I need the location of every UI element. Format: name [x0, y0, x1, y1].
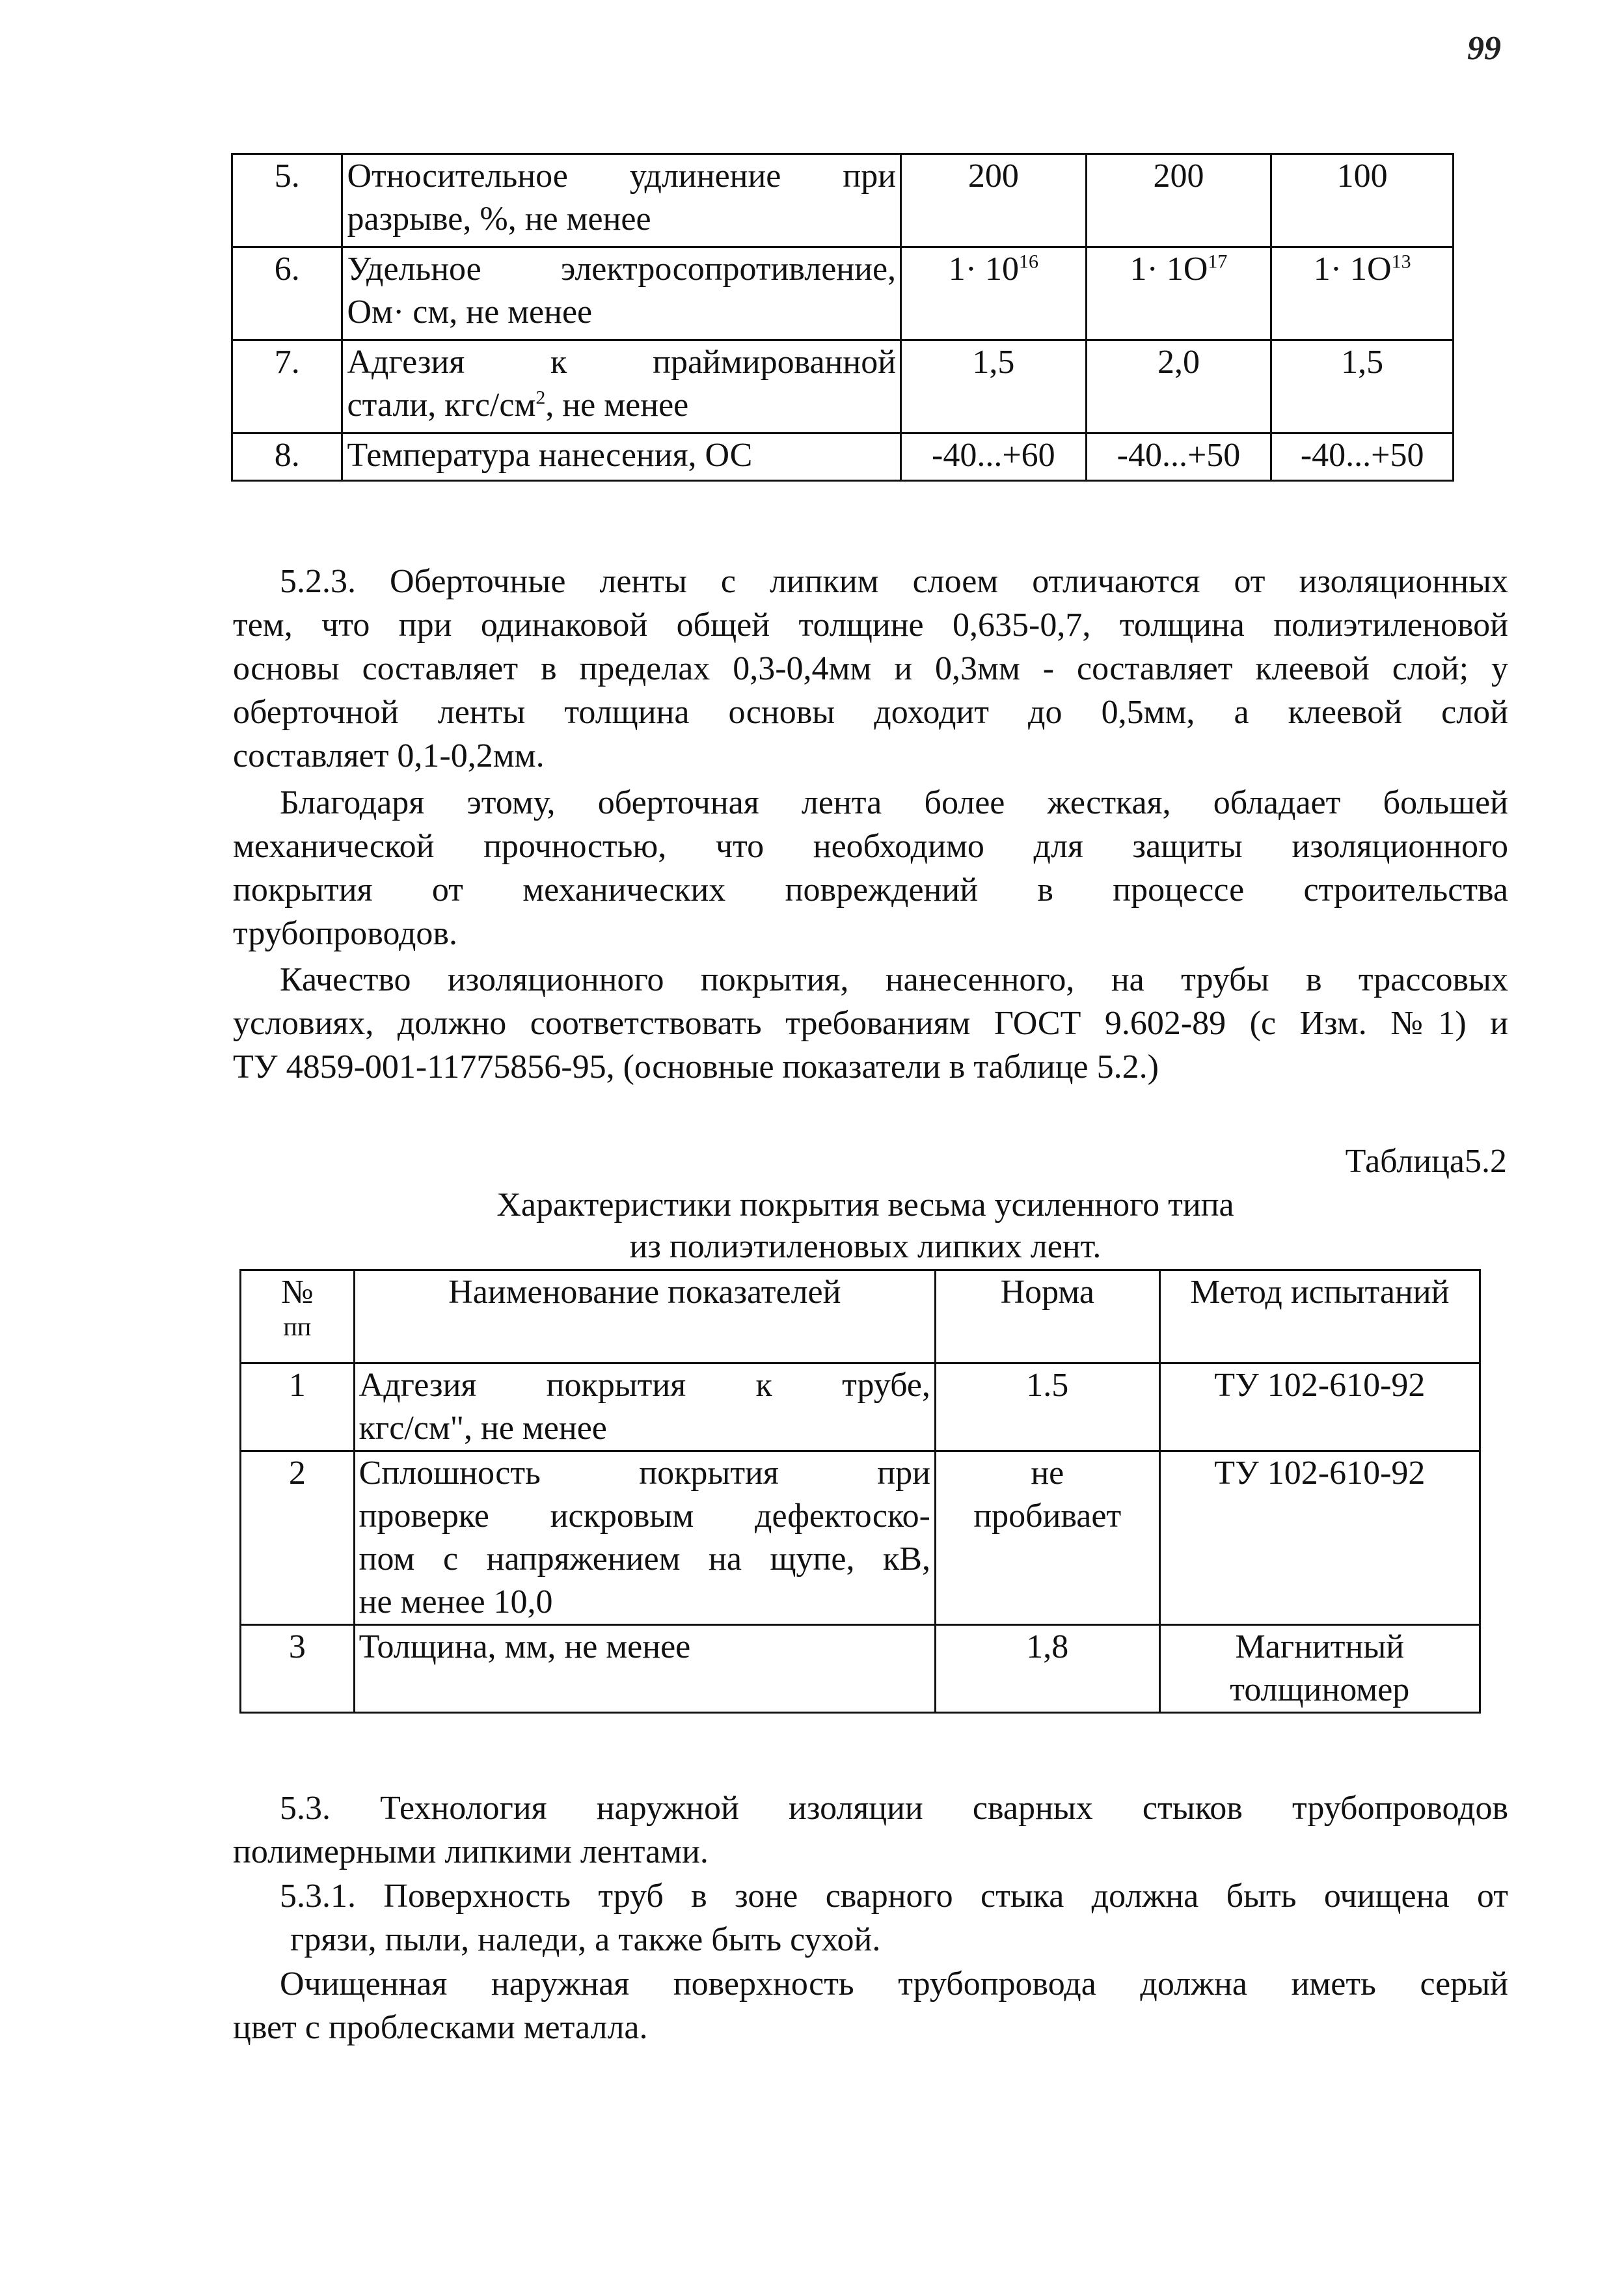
value-3: $1\cdot 1О^{13}$: [1271, 247, 1454, 340]
table-label: Таблица5.2: [1345, 1143, 1507, 1180]
header-name: Наименование показателей: [354, 1270, 935, 1363]
table-row: [232, 340, 1454, 433]
test-method: ТУ 102-610-92: [1159, 1363, 1480, 1451]
header-method: Метод испытаний: [1159, 1270, 1480, 1363]
table-row: [232, 154, 1454, 247]
section-5-3: 5.3. Технология наружной изоляции сварных стыков трубопроводов полимерными липкими лентами.: [233, 1790, 1508, 1870]
table-row: [241, 1363, 1480, 1451]
value-1: 1,5: [901, 340, 1087, 433]
paragraph-5-2-3: 5.2.3. Оберточные ленты с липким слоем отличаются от изоляционных тем, что при одинаковой общей толщине 0,635-0,7, толщина полиэтиленовой основы составляет в пределах 0,3-0,4мм и 0,3мм - составляет клеевой слой; у оберточной ленты толщина основы доходит до 0,5мм, а клеевой слой составляет 0,1-0,2мм.: [233, 563, 1508, 774]
norm-value: 1,8: [935, 1625, 1159, 1713]
row-number: 8.: [232, 433, 342, 481]
value-2: 200: [1086, 154, 1271, 247]
row-number: 6.: [232, 247, 342, 340]
row-number: 5.: [232, 154, 342, 247]
property-name: Адгезия к праймированной стали, кгс/$см^2$, не менее: [342, 340, 901, 433]
indicator-name: Адгезия покрытия к трубе, кгс/см", не менее: [354, 1363, 935, 1451]
row-number: 3: [241, 1625, 355, 1713]
value-1: $1\cdot 10^{16}$: [901, 247, 1087, 340]
value-2: -40...+50: [1086, 433, 1271, 481]
row-number: 2: [241, 1451, 355, 1625]
table-title: Характеристики покрытия весьма усиленного типа из полиэтиленовых липких лент.: [496, 1186, 1234, 1265]
property-name: Удельное электросопротивление, Ом· см, не менее: [342, 247, 901, 340]
test-method: ТУ 102-610-92: [1159, 1451, 1480, 1625]
row-number: 1: [241, 1363, 355, 1451]
paragraph-quality: Качество изоляционного покрытия, нанесенного, на трубы в трассовых условиях, должно соответствовать требованиям ГОСТ 9.602-89 (с Изм. №1) и ТУ 4859-001-11775856-95, (основные показатели в таблице 5.2.): [233, 961, 1508, 1086]
row-number: 7.: [232, 340, 342, 433]
table-row: [232, 247, 1454, 340]
norm-value: 1.5: [935, 1363, 1159, 1451]
value-1: -40...+60: [901, 433, 1087, 481]
property-name: Относительное удлинение при разрыве, %, не менее: [342, 154, 901, 247]
properties-table-continued: [231, 153, 1454, 482]
table-row: [241, 1451, 1480, 1625]
value-2: 2,0: [1086, 340, 1271, 433]
value-3: -40...+50: [1271, 433, 1454, 481]
value-3: 100: [1271, 154, 1454, 247]
property-name: Температура нанесения, ОС: [342, 433, 901, 481]
paragraph-benefit: Благодаря этому, оберточная лента более жесткая, обладает большей механической прочностью, что необходимо для защиты изоляционного покрытия от механических повреждений в процессе строительства трубопроводов.: [233, 784, 1508, 952]
paragraph-5-3-1: 5.3.1. Поверхность труб в зоне сварного стыка должна быть очищена от грязи, пыли, наледи, а также быть сухой.: [280, 1878, 1508, 1958]
indicator-name: Толщина, мм, не менее: [354, 1625, 935, 1713]
table-row: [241, 1625, 1480, 1713]
indicator-name: Сплошность покрытия при проверке искровым дефектоско- пом с напряжением на щупе, кВ, не менее 10,0: [354, 1451, 935, 1625]
value-2: $1\cdot 1О^{17}$: [1086, 247, 1271, 340]
norm-value: не пробивает: [935, 1451, 1159, 1625]
value-1: 200: [901, 154, 1087, 247]
coating-characteristics-table: [239, 1269, 1481, 1714]
test-method: Магнитный толщиномер: [1159, 1625, 1480, 1713]
table-header-row: [241, 1270, 1480, 1363]
paragraph-cleaned-surface: Очищенная наружная поверхность трубопровода должна иметь серый цвет с проблесками металла.: [233, 1965, 1508, 2046]
page-number: 99: [1467, 30, 1501, 67]
table-row: [232, 433, 1454, 481]
header-num: № пп: [241, 1270, 355, 1363]
value-3: 1,5: [1271, 340, 1454, 433]
header-norm: Норма: [935, 1270, 1159, 1363]
